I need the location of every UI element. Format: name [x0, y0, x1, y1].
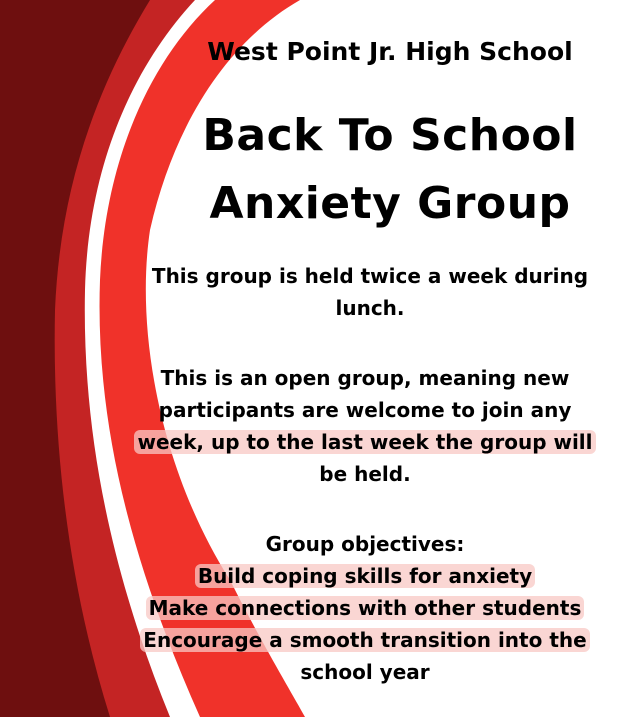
schedule-line: lunch. [335, 296, 405, 320]
schedule-paragraph [140, 260, 600, 324]
open-group-line: be held. [319, 462, 411, 486]
page-title [160, 102, 620, 238]
schedule-line: This group is held twice a week during [151, 264, 589, 288]
highlighted-text: Encourage a smooth transition into the [140, 628, 589, 652]
open-group-line: participants are welcome to join any [158, 398, 572, 422]
highlighted-text: Make connections with other students [146, 596, 585, 620]
highlighted-text: Build coping skills for anxiety [195, 564, 535, 588]
title-line: Back To School [202, 110, 578, 161]
objectives-section [115, 528, 615, 688]
open-group-line: This is an open group, meaning new [160, 366, 570, 390]
objective-item [115, 592, 615, 624]
objective-item: school year [300, 660, 430, 684]
school-name: West Point Jr. High School [207, 37, 573, 66]
open-group-line [120, 426, 610, 458]
highlighted-text: week, up to the last week the group will [134, 430, 595, 454]
title-line: Anxiety Group [209, 178, 571, 229]
open-group-paragraph [120, 362, 610, 490]
objectives-heading: Group objectives: [265, 532, 465, 556]
objective-item [115, 624, 615, 656]
objective-item [115, 560, 615, 592]
